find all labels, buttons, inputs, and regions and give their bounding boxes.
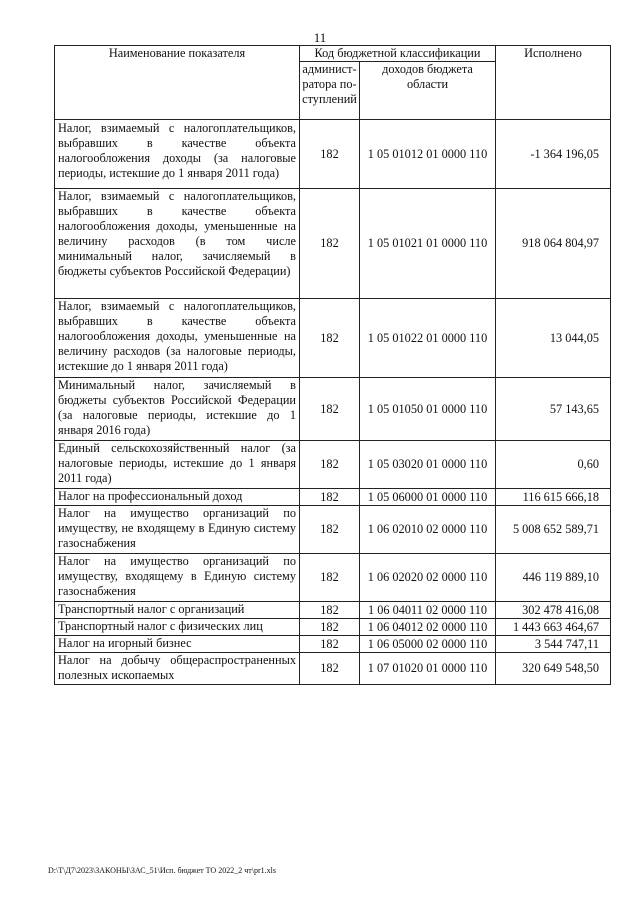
file-path-footer: D:\Т\Д7\2023\ЗАКОНЫ\ЗАС_51\Исп. бюджет ТО 2022_2 чт\pr1.xls [48,866,276,875]
row-name: Налог на игорный бизнес [55,636,300,653]
header-name: Наименование показателя [55,46,300,120]
row-amount: 446 119 889,10 [496,554,611,602]
row-admin: 182 [300,378,360,441]
row-amount: 5 008 652 589,71 [496,506,611,554]
budget-table [54,45,611,685]
table-row [55,554,611,602]
table-row [55,189,611,299]
header-code-group: Код бюджетной классификации [300,46,496,62]
table-row [55,653,611,685]
row-name: Единый сельскохозяйственный налог (за налоговые периоды, истекшие до 1 января 2011 года) [55,441,300,489]
row-amount: -1 364 196,05 [496,120,611,189]
row-code: 1 05 06000 01 0000 110 [360,489,496,506]
row-name: Транспортный налог с физических лиц [55,619,300,636]
row-amount: 3 544 747,11 [496,636,611,653]
row-amount: 1 443 663 464,67 [496,619,611,636]
row-admin: 182 [300,653,360,685]
row-code: 1 05 01012 01 0000 110 [360,120,496,189]
table-row [55,636,611,653]
row-amount: 57 143,65 [496,378,611,441]
row-code: 1 07 01020 01 0000 110 [360,653,496,685]
row-admin: 182 [300,506,360,554]
row-code: 1 06 04012 02 0000 110 [360,619,496,636]
table-row [55,299,611,378]
row-admin: 182 [300,619,360,636]
table-row [55,378,611,441]
table-row [55,120,611,189]
row-name: Налог, взимаемый с налогоплательщиков, выбравших в качестве объекта налогообложения доходы, уменьшенные на величину расходов (в том числе минимальный налог, зачисляемый в бюджеты субъектов Российской Федерации) [55,189,300,299]
table-row [55,602,611,619]
row-admin: 182 [300,489,360,506]
header-admin: админист-ратора по-ступлений [300,62,360,120]
table-row [55,489,611,506]
header-income: доходов бюджета области [360,62,496,120]
row-code: 1 05 01021 01 0000 110 [360,189,496,299]
row-code: 1 06 02010 02 0000 110 [360,506,496,554]
row-admin: 182 [300,554,360,602]
row-admin: 182 [300,602,360,619]
row-admin: 182 [300,120,360,189]
row-name: Налог на добычу общераспространенных полезных ископаемых [55,653,300,685]
row-amount: 320 649 548,50 [496,653,611,685]
row-code: 1 05 01022 01 0000 110 [360,299,496,378]
row-admin: 182 [300,636,360,653]
row-amount: 0,60 [496,441,611,489]
row-amount: 918 064 804,97 [496,189,611,299]
row-name: Налог, взимаемый с налогоплательщиков, выбравших в качестве объекта налогообложения доходы, уменьшенные на величину расходов (за налоговые периоды, истекшие до 1 января 2011 года) [55,299,300,378]
row-code: 1 06 02020 02 0000 110 [360,554,496,602]
row-code: 1 05 01050 01 0000 110 [360,378,496,441]
row-admin: 182 [300,299,360,378]
row-code: 1 06 04011 02 0000 110 [360,602,496,619]
header-executed: Исполнено [496,46,611,120]
row-name: Налог на имущество организаций по имуществу, не входящему в Единую систему газоснабжения [55,506,300,554]
row-amount: 116 615 666,18 [496,489,611,506]
row-name: Транспортный налог с организаций [55,602,300,619]
row-code: 1 06 05000 02 0000 110 [360,636,496,653]
row-amount: 13 044,05 [496,299,611,378]
row-code: 1 05 03020 01 0000 110 [360,441,496,489]
row-name: Налог на профессиональный доход [55,489,300,506]
row-name: Налог, взимаемый с налогоплательщиков, выбравших в качестве объекта налогообложения доходы (за налоговые периоды, истекшие до 1 января 2011 года) [55,120,300,189]
row-admin: 182 [300,189,360,299]
table-row [55,506,611,554]
page-number: 11 [313,30,327,45]
table-row [55,619,611,636]
row-name: Налог на имущество организаций по имуществу, входящему в Единую систему газоснабжения [55,554,300,602]
row-admin: 182 [300,441,360,489]
table-row [55,441,611,489]
row-name: Минимальный налог, зачисляемый в бюджеты субъектов Российской Федерации (за налоговые периоды, истекшие до 1 января 2016 года) [55,378,300,441]
row-amount: 302 478 416,08 [496,602,611,619]
